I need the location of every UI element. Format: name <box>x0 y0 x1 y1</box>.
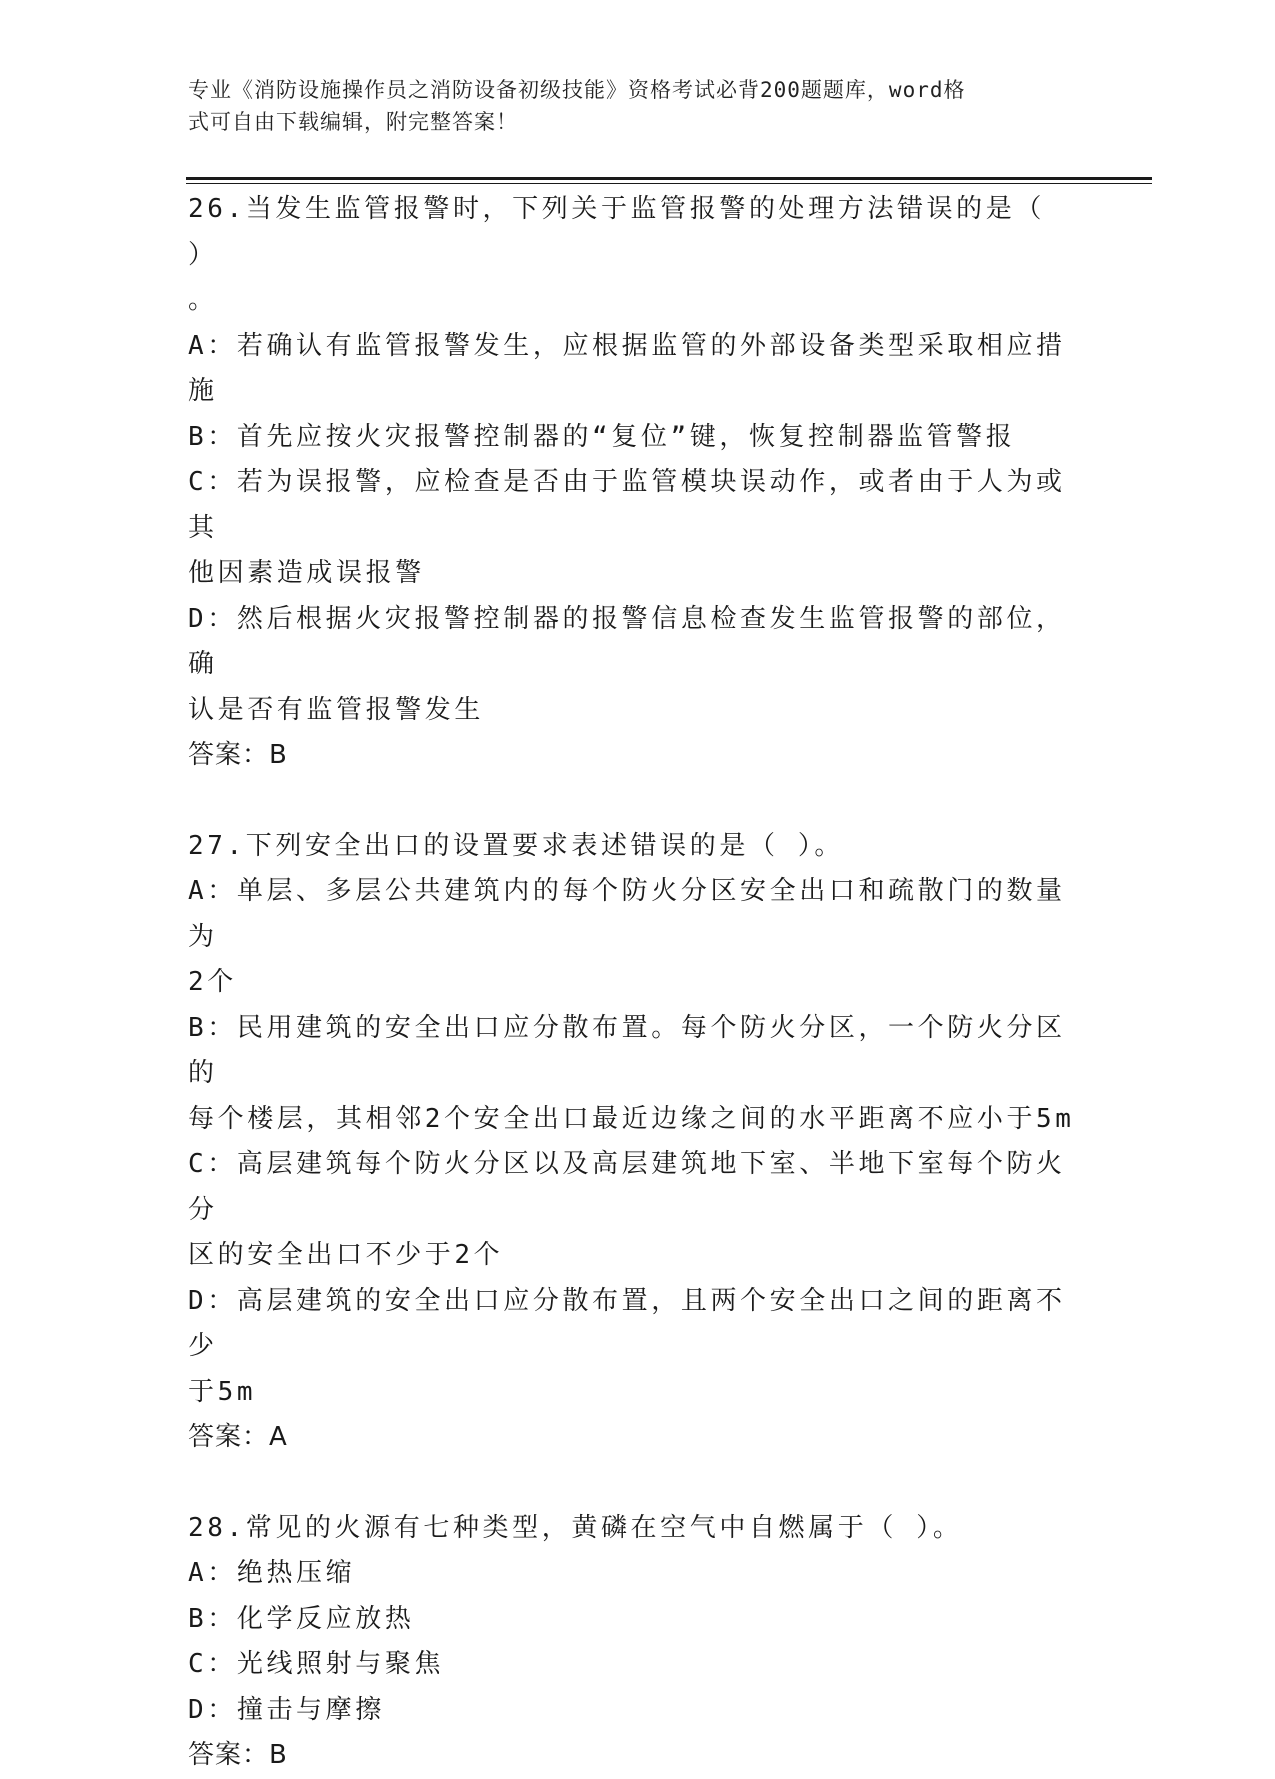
question-stem: 27.下列安全出口的设置要求表述错误的是（ ）。 <box>188 830 845 861</box>
option-a: 2个 <box>188 967 237 997</box>
option-c: 他因素造成误报警 <box>188 558 425 588</box>
option-d: 于5m <box>188 1376 257 1407</box>
question-stem: 。 <box>188 285 218 315</box>
question-27 <box>188 824 1078 1461</box>
header-divider-thin <box>186 183 1152 184</box>
answer-label: 答案：B <box>188 1740 288 1770</box>
option-c: C：若为误报警，应检查是否由于监管模块误动作，或者由于人为或其 <box>188 467 1066 543</box>
option-b: B：首先应按火灾报警控制器的“复位”键，恢复控制器监管警报 <box>188 421 1016 452</box>
option-d: 认是否有监管报警发生 <box>188 694 485 725</box>
question-28 <box>188 1506 1078 1779</box>
option-d: D：撞击与摩擦 <box>188 1694 385 1725</box>
option-b: B：民用建筑的安全出口应分散布置。每个防火分区，一个防火分区的 <box>188 1012 1066 1088</box>
option-c: 区的安全出口不少于2个 <box>188 1240 504 1270</box>
option-a: A：单层、多层公共建筑内的每个防火分区安全出口和疏散门的数量为 <box>188 876 1066 952</box>
header-divider-thick <box>186 177 1152 180</box>
option-c: C：高层建筑每个防火分区以及高层建筑地下室、半地下室每个防火分 <box>188 1149 1066 1225</box>
option-d: D：然后根据火灾报警控制器的报警信息检查发生监管报警的部位，确 <box>188 603 1066 679</box>
answer-label: 答案：A <box>188 1422 288 1452</box>
option-a: A：若确认有监管报警发生，应根据监管的外部设备类型采取相应措施 <box>188 330 1066 406</box>
option-c: C：光线照射与聚焦 <box>188 1649 445 1679</box>
header-line: 专业《消防设施操作员之消防设备初级技能》资格考试必背200题题库，word格 <box>188 78 966 102</box>
option-b: 每个楼层，其相邻2个安全出口最近边缘之间的水平距离不应小于5m <box>188 1103 1075 1134</box>
answer-label: 答案：B <box>188 740 288 770</box>
question-stem: 28.常见的火源有七种类型，黄磷在空气中自燃属于（ ）。 <box>188 1512 963 1543</box>
header-line: 式可自由下载编辑，附完整答案！ <box>188 110 518 134</box>
question-list <box>188 187 1078 1779</box>
document-header <box>188 74 1068 138</box>
question-26 <box>188 187 1078 779</box>
option-a: A：绝热压缩 <box>188 1558 356 1588</box>
option-b: B：化学反应放热 <box>188 1603 415 1634</box>
question-stem: 26.当发生监管报警时，下列关于监管报警的处理方法错误的是（ ） <box>188 194 1045 270</box>
option-d: D：高层建筑的安全出口应分散布置，且两个安全出口之间的距离不少 <box>188 1285 1066 1361</box>
